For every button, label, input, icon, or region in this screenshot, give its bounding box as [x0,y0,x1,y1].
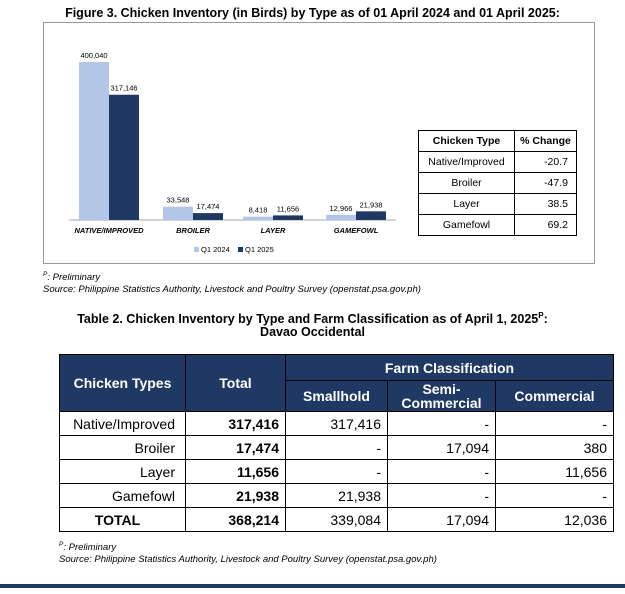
data-label: 317,146 [110,83,138,93]
cell-type: Gamefowl [60,484,186,508]
cell-semi: 17,094 [388,436,496,460]
cell-commercial: - [496,412,614,436]
preliminary-mark: P [43,271,48,278]
data-label: 33,548 [166,195,190,205]
legend-label: Q1 2025 [245,245,274,254]
cell-semi: - [388,460,496,484]
header-semi-commercial [388,381,496,412]
cell-total: 11,656 [186,460,286,484]
table2-title [0,311,625,326]
preliminary-text: : Preliminary [63,542,117,554]
pct-type: Gamefowl [419,215,515,236]
table-source-note: Source: Philippine Statistics Authority, Livestock and Poultry Survey (openstat.psa.gov.ph) [59,554,437,565]
preliminary-mark: P [59,541,64,548]
pct-type: Broiler [419,173,515,194]
data-label: 8,418 [248,205,268,215]
table2-title-text: Table 2. Chicken Inventory by Type and Farm Classification as of April 1, 2025 [77,312,539,327]
cell-smallhold: - [286,460,388,484]
cell-total-smallhold: 339,084 [286,508,388,532]
legend-label: Q1 2024 [201,245,230,254]
data-label: 400,040 [80,51,108,60]
pct-change: 69.2 [515,215,577,236]
cell-grand-total: 368,214 [186,508,286,532]
x-tick-label: NATIVE/IMPROVED [74,226,144,235]
cell-smallhold: - [286,436,388,460]
cell-total-semi: 17,094 [388,508,496,532]
figure-title: Figure 3. Chicken Inventory (in Birds) by Type as of 01 April 2024 and 01 April 2025: [65,6,560,20]
pct-change: -47.9 [515,173,577,194]
header-total: Total [186,355,286,412]
data-label: 12,966 [329,203,353,213]
table-preliminary-note [59,541,116,553]
pct-change: 38.5 [515,194,577,215]
header-smallhold: Smallhold [286,381,388,412]
pct-table-row [419,173,577,194]
table2-header-row-1 [60,355,614,381]
table-row [60,460,614,484]
x-tick-label: BROILER [176,226,210,235]
table-row [60,436,614,460]
pct-header-change: % Change [515,131,577,152]
table2-title-colon: : [543,312,548,327]
x-tick-label: GAMEFOWL [333,226,379,235]
cell-commercial: 380 [496,436,614,460]
cell-total-commercial: 12,036 [496,508,614,532]
bar-q1-2025 [193,213,223,220]
table-row [60,412,614,436]
cell-semi: - [388,412,496,436]
cell-type: Layer [60,460,186,484]
bar-q1-2025 [273,215,303,220]
data-label: 21,938 [359,200,383,210]
farm-classification-table [59,354,614,532]
preliminary-text: : Preliminary [47,272,101,284]
table-total-row [60,508,614,532]
bottom-rule [0,584,625,588]
cell-commercial: 11,656 [496,460,614,484]
bar-q1-2024 [163,207,193,220]
bar-q1-2024 [243,217,273,220]
bar-q1-2025 [356,211,386,220]
figure-preliminary-note [43,271,100,283]
bar-q1-2025 [109,95,139,220]
data-label: 17,474 [196,202,220,212]
table-row [60,484,614,508]
pct-table-row [419,194,577,215]
cell-total: 317,416 [186,412,286,436]
bar-q1-2024 [79,62,109,220]
percent-change-table [418,130,577,236]
cell-type: Broiler [60,436,186,460]
cell-total: 21,938 [186,484,286,508]
cell-commercial: - [496,484,614,508]
pct-header-type: Chicken Type [419,131,515,152]
pct-table-header-row [419,131,577,152]
pct-type: Layer [419,194,515,215]
x-tick-label: LAYER [260,226,286,235]
cell-total-label: TOTAL [60,508,186,532]
cell-smallhold: 21,938 [286,484,388,508]
header-farm-classification: Farm Classification [286,355,614,381]
pct-change: -20.7 [515,152,577,173]
header-semi-line2: Commercial [401,395,482,411]
header-chicken-types: Chicken Types [60,355,186,412]
cell-semi: - [388,484,496,508]
table2-subtitle: Davao Occidental [260,325,365,339]
table2-title-mark: P [538,311,544,320]
cell-type: Native/Improved [60,412,186,436]
cell-total: 17,474 [186,436,286,460]
bar-q1-2024 [326,215,356,220]
cell-smallhold: 317,416 [286,412,388,436]
legend-swatch [238,247,243,252]
figure-source-note: Source: Philippine Statistics Authority, Livestock and Poultry Survey (openstat.psa.gov.ph) [43,284,421,295]
header-commercial: Commercial [496,381,614,412]
header-semi-line1: Semi- [422,381,461,397]
pct-table-row [419,215,577,236]
pct-table-row [419,152,577,173]
pct-type: Native/Improved [419,152,515,173]
data-label: 11,656 [276,204,300,214]
legend-swatch [194,247,199,252]
